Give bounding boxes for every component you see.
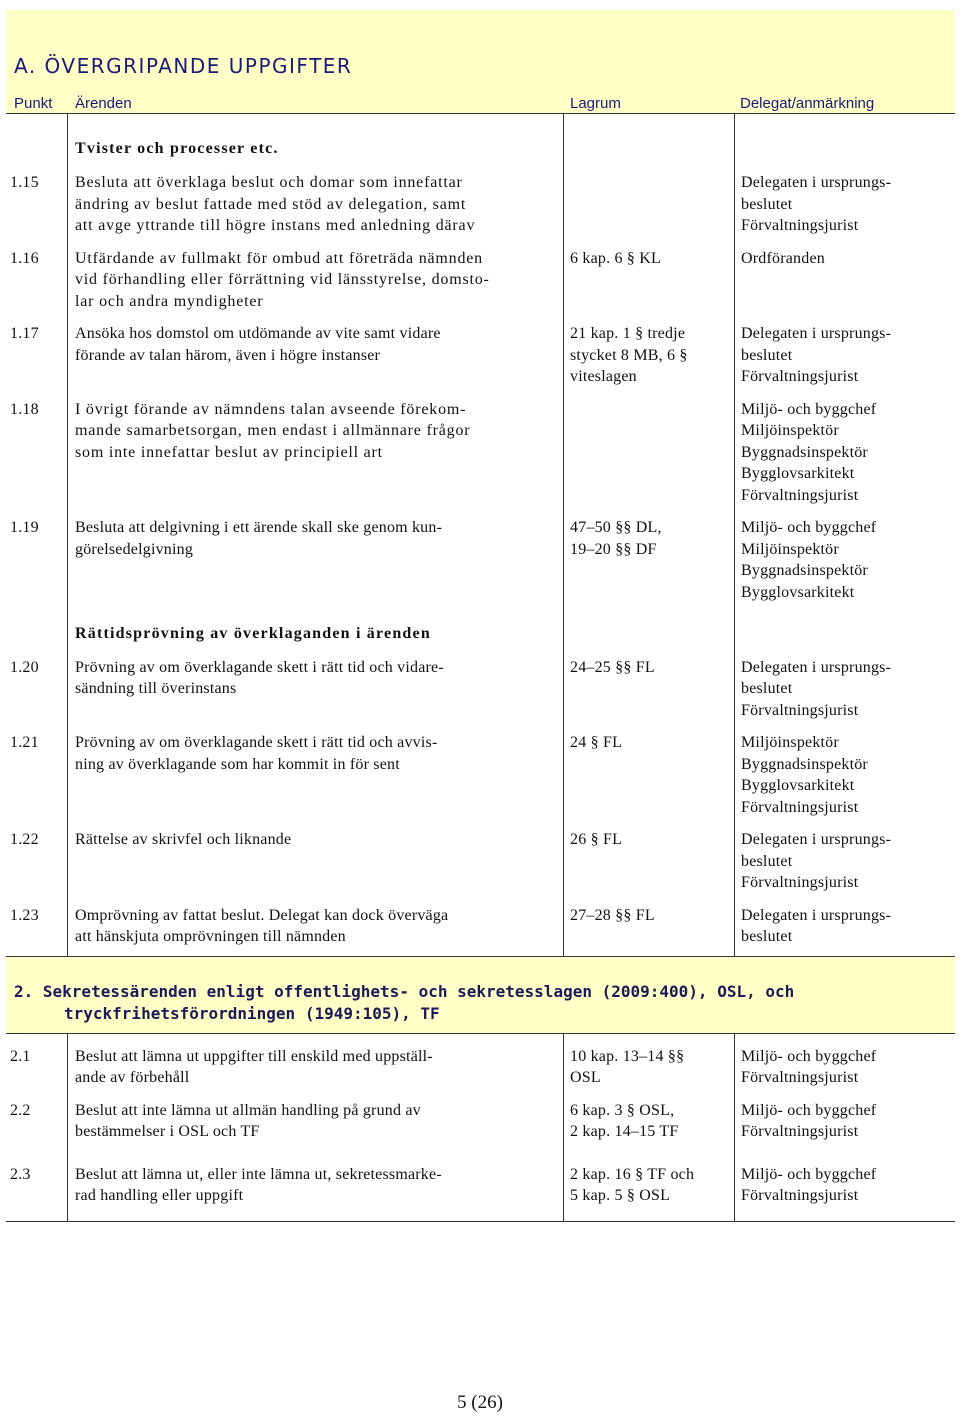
- row-delegat-line: Miljöinspektör: [741, 422, 839, 439]
- row-arende: [68, 1143, 564, 1207]
- row-delegat-line: Bygglovsarkitekt: [741, 465, 855, 482]
- row-delegat: [735, 506, 956, 603]
- table-row: [6, 237, 955, 313]
- row-delegat-line: Miljö- och byggchef: [741, 400, 877, 418]
- row-lagrum-line: 2 kap. 14–15 TF: [570, 1123, 679, 1140]
- row-arende-line: Ansöka hos domstol om utdömande av vite samt vidare: [75, 325, 441, 342]
- table-row: [6, 1034, 955, 1089]
- row-delegat: [735, 894, 956, 948]
- column-header-lagrum: Lagrum: [570, 95, 621, 112]
- row-arende: [68, 237, 564, 313]
- row-lagrum: [564, 312, 735, 388]
- row-arende: [68, 506, 564, 603]
- row-arende: [68, 818, 564, 894]
- row-delegat-line: Bygglovsarkitekt: [741, 583, 855, 601]
- row-arende-line: I övrigt förande av nämndens talan avseende förekom-: [75, 400, 467, 418]
- delegation-table-a: [6, 114, 955, 956]
- row-arende: [68, 894, 564, 948]
- row-arende: [68, 164, 564, 237]
- row-delegat-line: Miljö- och byggchef: [741, 519, 877, 536]
- row-punkt: 1.19: [6, 506, 68, 603]
- table-row: [6, 1143, 955, 1207]
- table-row: [6, 388, 955, 507]
- row-delegat-line: Miljö- och byggchef: [741, 1165, 877, 1183]
- row-punkt: 1.20: [6, 645, 68, 722]
- row-lagrum-line: 6 kap. 6 § KL: [570, 249, 662, 267]
- row-delegat-line: Miljö- och byggchef: [741, 1047, 877, 1065]
- row-delegat: [735, 1034, 956, 1089]
- row-arende-line: vid förhandling eller förrättning vid länsstyrelse, domsto-: [75, 271, 490, 288]
- row-delegat-line: Delegaten i ursprungs-: [741, 174, 892, 191]
- table-row: [6, 506, 955, 603]
- row-arende: [68, 721, 564, 818]
- document-page: [6, 10, 955, 1222]
- row-arende-line: mande samarbetsorgan, men endast i allmännare frågor: [75, 422, 471, 439]
- row-lagrum-line: 26 § FL: [570, 831, 623, 848]
- row-delegat-line: Byggnadsinspektör: [741, 443, 868, 461]
- row-delegat-line: Miljöinspektör: [741, 734, 839, 751]
- row-punkt: 1.17: [6, 312, 68, 388]
- subheading-tvister: Tvister och processer etc.: [68, 114, 564, 164]
- table-row: [6, 645, 955, 722]
- row-lagrum-line: 21 kap. 1 § tredje: [570, 325, 686, 342]
- row-delegat-line: Förvaltningsjurist: [741, 701, 859, 719]
- row-lagrum-line: 24 § FL: [570, 734, 623, 751]
- row-delegat-line: Förvaltningsjurist: [741, 874, 859, 891]
- row-lagrum-line: OSL: [570, 1069, 601, 1086]
- table-row: [6, 312, 955, 388]
- row-delegat-line: Förvaltningsjurist: [741, 486, 859, 504]
- row-delegat-line: Förvaltningsjurist: [741, 368, 859, 385]
- row-lagrum: [564, 645, 735, 722]
- row-arende-line: Beslut att lämna ut uppgifter till enskild med uppställ-: [75, 1047, 433, 1065]
- row-lagrum-line: stycket 8 MB, 6 §: [570, 346, 688, 364]
- row-arende-line: bestämmelser i OSL och TF: [75, 1123, 260, 1140]
- row-arende-line: förande av talan härom, även i högre instanser: [75, 346, 381, 364]
- row-delegat-line: Bygglovsarkitekt: [741, 777, 855, 794]
- row-delegat: [735, 1143, 956, 1207]
- row-arende-line: Beslut att lämna ut, eller inte lämna ut, sekretessmarke-: [75, 1165, 442, 1183]
- row-delegat: [735, 1089, 956, 1143]
- row-delegat: [735, 164, 956, 237]
- row-delegat: [735, 721, 956, 818]
- row-arende-line: som inte innefattar beslut av principiell art: [75, 443, 383, 461]
- row-arende-line: rad handling eller uppgift: [75, 1187, 244, 1204]
- row-punkt: 2.3: [6, 1143, 68, 1207]
- row-arende-line: Utfärdande av fullmakt för ombud att företräda nämnden: [75, 249, 483, 267]
- page-number: 5 (26): [457, 1392, 503, 1413]
- row-delegat-line: beslutet: [741, 852, 793, 870]
- row-arende-line: sändning till överinstans: [75, 680, 237, 697]
- row-lagrum: [564, 818, 735, 894]
- row-delegat: [735, 388, 956, 507]
- row-arende-line: ande av förbehåll: [75, 1069, 190, 1086]
- row-lagrum-line: 5 kap. 5 § OSL: [570, 1187, 671, 1204]
- section-2-header: [6, 956, 955, 1034]
- row-arende-line: lar och andra myndigheter: [75, 292, 264, 310]
- row-lagrum: [564, 1089, 735, 1143]
- table-row: [6, 721, 955, 818]
- row-arende-line: att hänskjuta omprövningen till nämnden: [75, 928, 346, 945]
- row-lagrum-line: 27–28 §§ FL: [570, 906, 655, 924]
- subheading-row: [6, 603, 955, 645]
- row-arende-line: Prövning av om överklagande skett i rätt tid och vidare-: [75, 658, 444, 676]
- row-delegat: [735, 312, 956, 388]
- row-lagrum-line: 10 kap. 13–14 §§: [570, 1047, 685, 1065]
- row-delegat: [735, 237, 956, 313]
- row-arende-line: Beslut att inte lämna ut allmän handling på grund av: [75, 1101, 421, 1119]
- row-lagrum: [564, 1034, 735, 1089]
- row-punkt: 1.22: [6, 818, 68, 894]
- row-lagrum: [564, 1143, 735, 1207]
- row-punkt: 2.2: [6, 1089, 68, 1143]
- row-arende: [68, 388, 564, 507]
- row-lagrum: [564, 894, 735, 948]
- row-arende-line: Prövning av om överklagande skett i rätt tid och avvis-: [75, 734, 438, 751]
- row-delegat: [735, 818, 956, 894]
- table-row: [6, 164, 955, 237]
- row-arende-line: att avge yttrande till högre instans med anledning därav: [75, 217, 476, 234]
- row-punkt: 1.16: [6, 237, 68, 313]
- subheading-rattidsprovning: Rättidsprövning av överklaganden i ärenden: [68, 603, 564, 645]
- row-delegat-line: Förvaltningsjurist: [741, 798, 859, 816]
- row-delegat-line: Förvaltningsjurist: [741, 1069, 859, 1086]
- row-arende-line: ändring av beslut fattade med stöd av delegation, samt: [75, 195, 467, 213]
- row-arende: [68, 645, 564, 722]
- table-row: [6, 1089, 955, 1143]
- section-2-title-line1: 2. Sekretessärenden enligt offentlighets- och sekretesslagen (2009:400), OSL, och: [14, 981, 795, 1001]
- row-delegat-line: Delegaten i ursprungs-: [741, 831, 892, 848]
- row-punkt: 1.21: [6, 721, 68, 818]
- row-arende-line: Rättelse av skrivfel och liknande: [75, 831, 292, 848]
- column-header-punkt: Punkt: [14, 95, 53, 112]
- row-delegat-line: Förvaltningsjurist: [741, 1123, 859, 1140]
- row-punkt: 1.23: [6, 894, 68, 948]
- column-header-arenden: Ärenden: [75, 95, 132, 112]
- delegation-table-2: [6, 1034, 955, 1222]
- row-lagrum: [564, 164, 735, 237]
- row-punkt: 2.1: [6, 1034, 68, 1089]
- row-punkt: 1.15: [6, 164, 68, 237]
- row-delegat-line: Ordföranden: [741, 249, 825, 267]
- section-2-title-line2: tryckfrihetsförordningen (1949:105), TF: [64, 1003, 440, 1023]
- row-arende-line: ning av överklagande som har kommit in för sent: [75, 755, 400, 773]
- row-lagrum-line: 47–50 §§ DL,: [570, 519, 662, 536]
- row-delegat-line: beslutet: [741, 680, 793, 697]
- row-arende-line: Besluta att delgivning i ett ärende skall ske genom kun-: [75, 519, 443, 536]
- row-lagrum: [564, 388, 735, 507]
- row-delegat-line: Byggnadsinspektör: [741, 562, 868, 579]
- row-arende: [68, 312, 564, 388]
- row-delegat-line: beslutet: [741, 928, 793, 945]
- row-delegat-line: Förvaltningsjurist: [741, 217, 859, 234]
- row-lagrum: [564, 237, 735, 313]
- section-a-header: [6, 10, 955, 114]
- row-delegat-line: Byggnadsinspektör: [741, 755, 868, 773]
- column-header-delegat: Delegat/anmärkning: [740, 95, 875, 112]
- row-lagrum-line: 19–20 §§ DF: [570, 540, 657, 558]
- row-lagrum-line: 6 kap. 3 § OSL,: [570, 1101, 675, 1119]
- row-delegat-line: Miljö- och byggchef: [741, 1101, 877, 1119]
- row-arende-line: Besluta att överklaga beslut och domar som innefattar: [75, 174, 463, 191]
- table-row: [6, 818, 955, 894]
- row-delegat-line: Miljöinspektör: [741, 540, 839, 558]
- row-lagrum-line: 24–25 §§ FL: [570, 658, 655, 676]
- row-punkt: 1.18: [6, 388, 68, 507]
- row-arende: [68, 1089, 564, 1143]
- subheading-row: [6, 114, 955, 164]
- row-delegat-line: beslutet: [741, 346, 793, 364]
- row-lagrum: [564, 506, 735, 603]
- row-arende: [68, 1034, 564, 1089]
- row-lagrum-line: 2 kap. 16 § TF och: [570, 1165, 695, 1183]
- table-row: [6, 894, 955, 948]
- row-delegat-line: beslutet: [741, 195, 793, 213]
- row-delegat: [735, 645, 956, 722]
- row-delegat-line: Delegaten i ursprungs-: [741, 906, 892, 924]
- row-lagrum-line: viteslagen: [570, 368, 637, 385]
- row-arende-line: Omprövning av fattat beslut. Delegat kan dock överväga: [75, 906, 449, 924]
- row-delegat-line: Delegaten i ursprungs-: [741, 325, 892, 342]
- row-delegat-line: Förvaltningsjurist: [741, 1187, 859, 1204]
- row-lagrum: [564, 721, 735, 818]
- section-title: A. ÖVERGRIPANDE UPPGIFTER: [14, 54, 353, 78]
- row-delegat-line: Delegaten i ursprungs-: [741, 658, 892, 676]
- row-arende-line: görelsedelgivning: [75, 540, 194, 558]
